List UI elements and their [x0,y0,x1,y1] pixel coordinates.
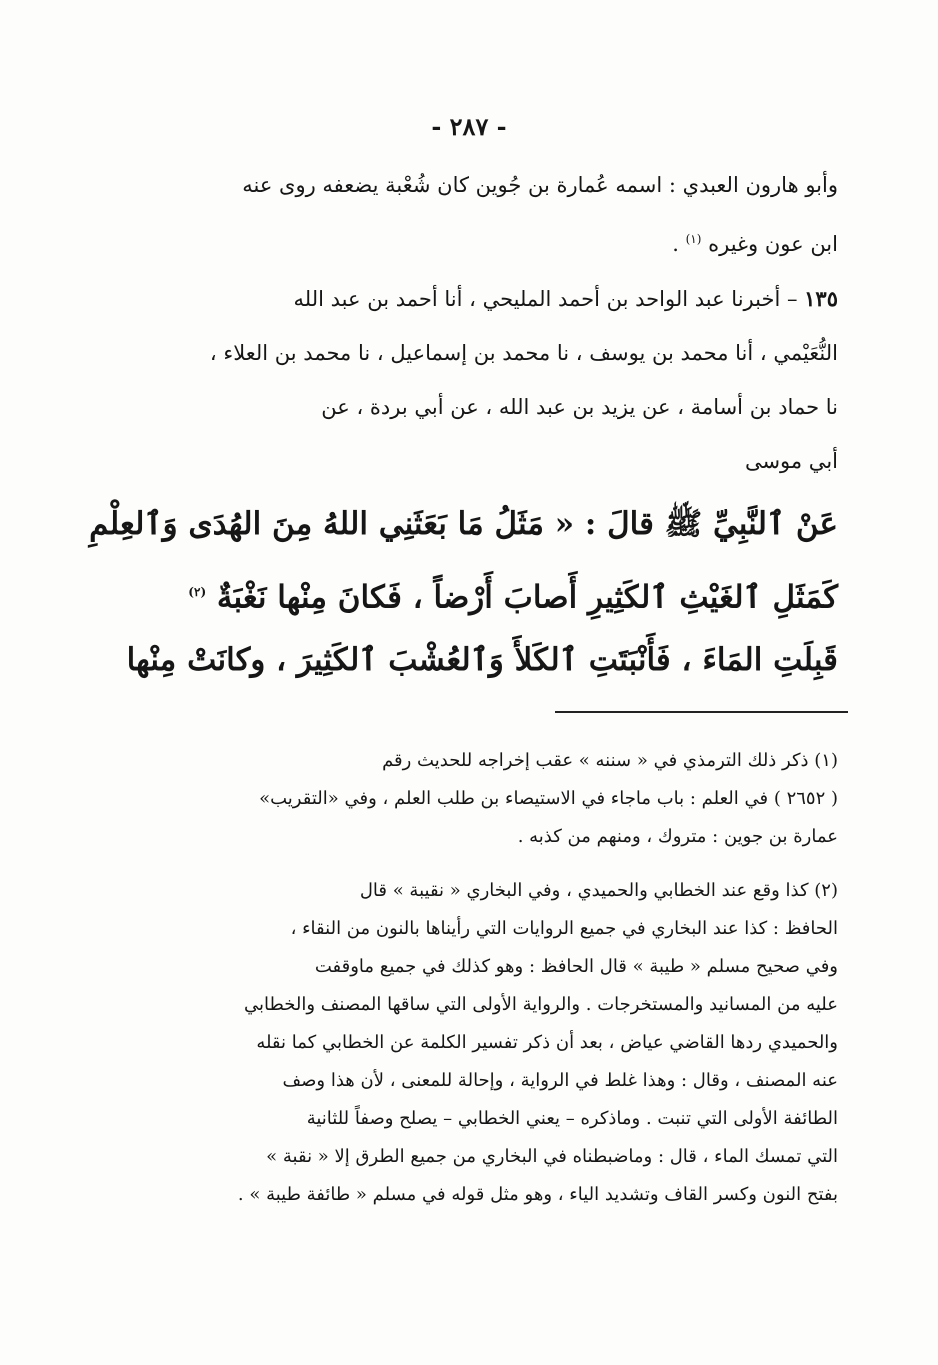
entry-line-4: أبي موسى [744,449,838,473]
intro-line-1: وأبو هارون العبدي : اسمه عُمارة بن جُوين كان شُعْبة يضعفه روى عنه [242,173,838,197]
footnote-2-line-7: الطائفة الأولى التي تنبت . وماذكره – يعني الخطابي – يصلح وصفاً للثانية [306,1108,838,1129]
intro-line-2 [190,212,838,266]
footnote-2-line-3: وفي صحيح مسلم « طيبة » قال الحافظ : وهو كذلك في جميع ماوقفت [314,956,838,977]
footnote-2-line-5: والحميدي ردها القاضي عياض ، بعد أن ذكر تفسير الكلمة عن الخطابي كما نقله [256,1032,838,1053]
page-number: - ٢٨٧ - [431,112,507,141]
hadith-line-2 [190,558,838,626]
hadith-line-2-text: كَمَثَلِ ٱلغَيْثِ ٱلكَثِيرِ أَصابَ أَرْضاً ، فَكانَ مِنْها نَغْبَةٌ [216,579,838,616]
hadith-line-3: قَبِلَتِ المَاءَ ، فَأَنْبَتَتِ ٱلكَلأَ وَٱلعُشْبَ ٱلكَثِيرَ ، وكانَتْ مِنْها [126,642,838,678]
intro-line-2-end: . [672,232,679,256]
entry-line-1 [190,272,838,326]
footnote-1-line-2: ( ٢٦٥٢ ) في العلم : باب ماجاء في الاستيصاء بن طلب العلم ، وفي «التقريب» [259,788,838,809]
footnote-1 [190,742,838,856]
hadith-text [89,490,838,694]
entry-line-3: نا حماد بن أسامة ، عن يزيد بن عبد الله ، عن أبي بردة ، عن [321,395,838,419]
footnote-2-line-8: التي تمسك الماء ، قال : وماضبطناه في البخاري من جميع الطرق إلا « نقبة » [266,1146,838,1167]
intro-line-2-text: ابن عون وغيره [708,232,838,256]
footnote-1-line-3: عمارة بن جوين : متروك ، ومنهم من كذبه . [517,826,838,847]
footnote-2-line-4: عليه من المسانيد والمستخرجات . والرواية الأولى التي ساقها المصنف والخطابي [244,994,838,1015]
footnote-2-line-2: الحافظ : كذا عند البخاري في جميع الروايات التي رأيناها بالنون من النقاء ، [290,918,838,939]
entry-line-1-text: – أخبرنا عبد الواحد بن أحمد المليحي ، أنا أحمد بن عبد الله [293,287,798,311]
footnote-2 [190,872,838,1214]
footnote-ref-1[interactable]: (١) [685,232,702,246]
intro-paragraph [190,158,838,266]
footnote-2-line-9: بفتح النون وكسر القاف وتشديد الياء ، وهو مثل قوله في مسلم « طائفة طيبة » . [237,1184,838,1205]
entry-number: ١٣٥ [804,286,838,311]
footnote-separator [555,711,848,713]
hadith-line-1: عَنْ ٱلنَّبِيِّ ﷺ قالَ : « مَثَلُ مَا بَعَثَنِي اللهُ مِنَ الهُدَى وَٱلعِلْمِ [89,506,838,542]
footnote-1-line-1: (١) ذكر ذلك الترمذي في « سننه » عقب إخراجه للحديث رقم [382,750,838,771]
entry-line-2: النُّعَيْمي ، أنا محمد بن يوسف ، نا محمد بن إسماعيل ، نا محمد بن العلاء ، [209,341,838,365]
footnote-2-line-6: عنه المصنف ، وقال : وهذا غلط في الرواية ، وإحالة للمعنى ، لأن هذا وصف [282,1070,838,1091]
hadith-entry-135 [190,272,838,488]
footnote-ref-2[interactable]: (٢) [188,585,207,599]
footnote-2-line-1: (٢) كذا وقع عند الخطابي والحميدي ، وفي البخاري « نقيبة » قال [359,880,838,901]
